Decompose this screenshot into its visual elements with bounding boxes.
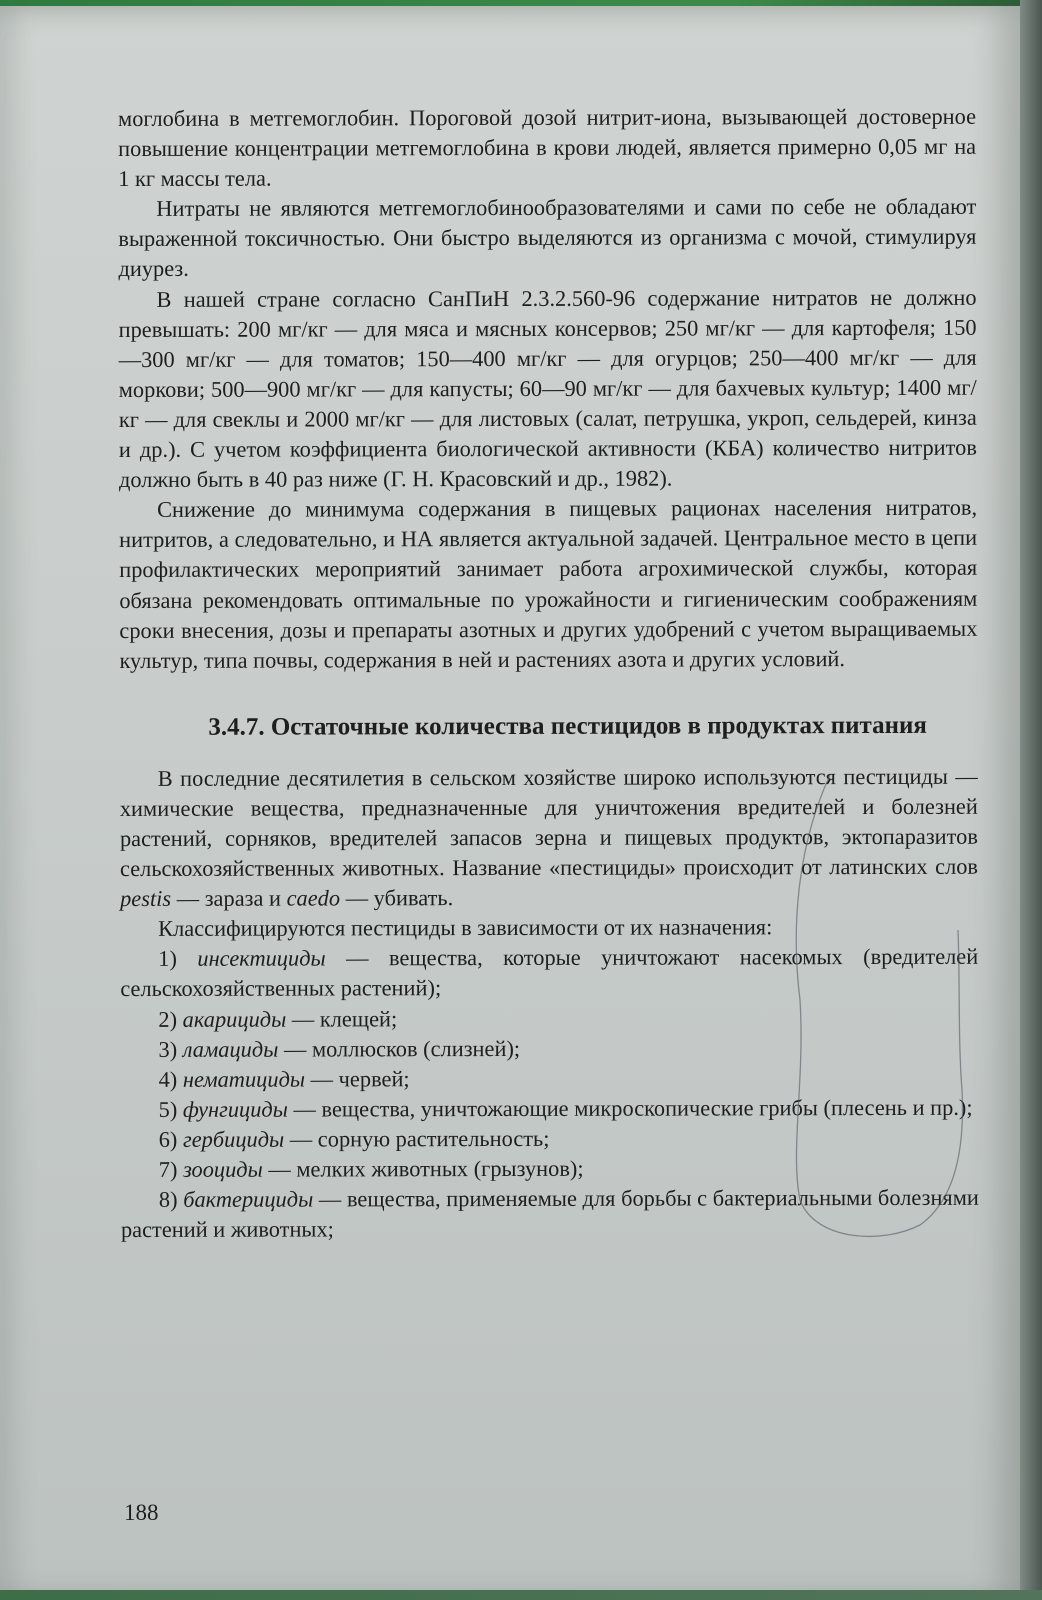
list-item-number: 8) (158, 1186, 178, 1212)
list-item-number: 5) (158, 1096, 178, 1122)
list-item-text: — вещества, уничтожающие микроскопические грибы (плесень и пр.); (293, 1094, 973, 1122)
list-item-number: 1) (158, 946, 177, 972)
list-item-term: гербициды (182, 1126, 285, 1152)
list-item-number: 6) (158, 1126, 178, 1152)
list-item-term: бактерициды (183, 1186, 314, 1212)
list-item-term: фунгициды (182, 1096, 288, 1122)
list-item-number: 4) (158, 1066, 178, 1092)
page-number: 188 (124, 1500, 159, 1525)
list-item-text: — вещества, применяемые для борьбы с бактериальными болезнями растений и животных; (120, 1184, 979, 1243)
list-item-text: — мелких животных (грызунов); (268, 1155, 584, 1182)
list-item-term: акарициды (182, 1006, 287, 1032)
list-item-number: 3) (158, 1036, 178, 1062)
list-item-term: ламациды (182, 1036, 279, 1062)
list-item-term: инсектициды (197, 945, 326, 972)
paragraph-5-text-c: — убивать. (345, 885, 454, 911)
list-item-text: — клещей; (291, 1005, 398, 1032)
paragraph-1: моглобина в метгемоглобин. Пороговой дозой нитрит-иона, вызывающей достоверное повышение концентрации метгемоглобина в крови людей, является примерно 0,05 мг на 1 кг массы тела. (118, 103, 977, 192)
paragraph-6: Классифицируются пестициды в зависимости от их назначения: (158, 914, 773, 942)
list-item-text: — вещества, которые уничтожают насекомых (вредителей сельскохозяйственных растений); (120, 944, 979, 1002)
list-item-text: — моллюсков (слизней); (283, 1035, 521, 1062)
list-item-number: 2) (158, 1006, 178, 1032)
list-item-term: нематициды (182, 1066, 306, 1092)
paragraph-5-text-b: — зараза и (176, 885, 282, 912)
list-item-number: 7) (158, 1156, 178, 1182)
list-item-text: — червей; (310, 1065, 410, 1092)
paragraph-4: Снижение до минимума содержания в пищевых рационах населения нитратов, нитритов, а следовательно, и НА является актуальной задачей. Центральное место в цепи профилактических мероприятий занимает работа агрохимической службы, которая обязана рекомендовать оптимальные по урожайности и гигиеническим соображениям сроки внесения, дозы и препараты азотных и других удобрений с учетом выращиваемых культур, типа почвы, содержания в ней и растениях азота и других условий. (119, 494, 978, 673)
paragraph-3: В нашей стране согласно СанПиН 2.3.2.560-96 содержание нитратов не должно превышать: 200 мг/кг — для мяса и мясных консервов; 250 мг/кг — для картофеля; 150—300 мг/кг — для томатов; 150—400 мг/кг — для огурцов; 250—400 мг/кг — для моркови; 500—900 мг/кг — для капусты; 60—90 мг/кг — для бахчевых культур; 1400 мг/кг — для свеклы и 2000 мг/кг — для листовых (салат, петрушка, укроп, сельдерей, кинза и др.). С учетом коэффициента биологической активности (КБА) количество нитритов должно быть в 40 раз ниже (Г. Н. Красовский и др., 1982). (118, 284, 977, 493)
latin-word-caedo: caedo (286, 885, 341, 911)
list-item-text: — сорную растительность; (289, 1125, 550, 1152)
list-item-term: зооциды (183, 1156, 263, 1182)
latin-word-pestis: pestis (120, 886, 172, 912)
section-heading: 3.4.7. Остаточные количества пестицидов в продуктах питания (208, 711, 927, 741)
paragraph-2: Нитраты не являются метгемоглобинообразователями и сами по себе не обладают выраженной токсичностью. Они быстро выделяются из организма с мочой, стимулируя диурез. (118, 194, 977, 282)
paragraph-5-text-a: В последние десятилетия в сельском хозяйстве широко используются пестициды — химические вещества, предназначенные для уничтожения вредителей и болезней растений, сорняков, вредителей запасов зерна и пищевых продуктов, эктопаразитов сельскохозяйственных животных. Название «пестициды» происходит от латинских слов (119, 763, 979, 882)
